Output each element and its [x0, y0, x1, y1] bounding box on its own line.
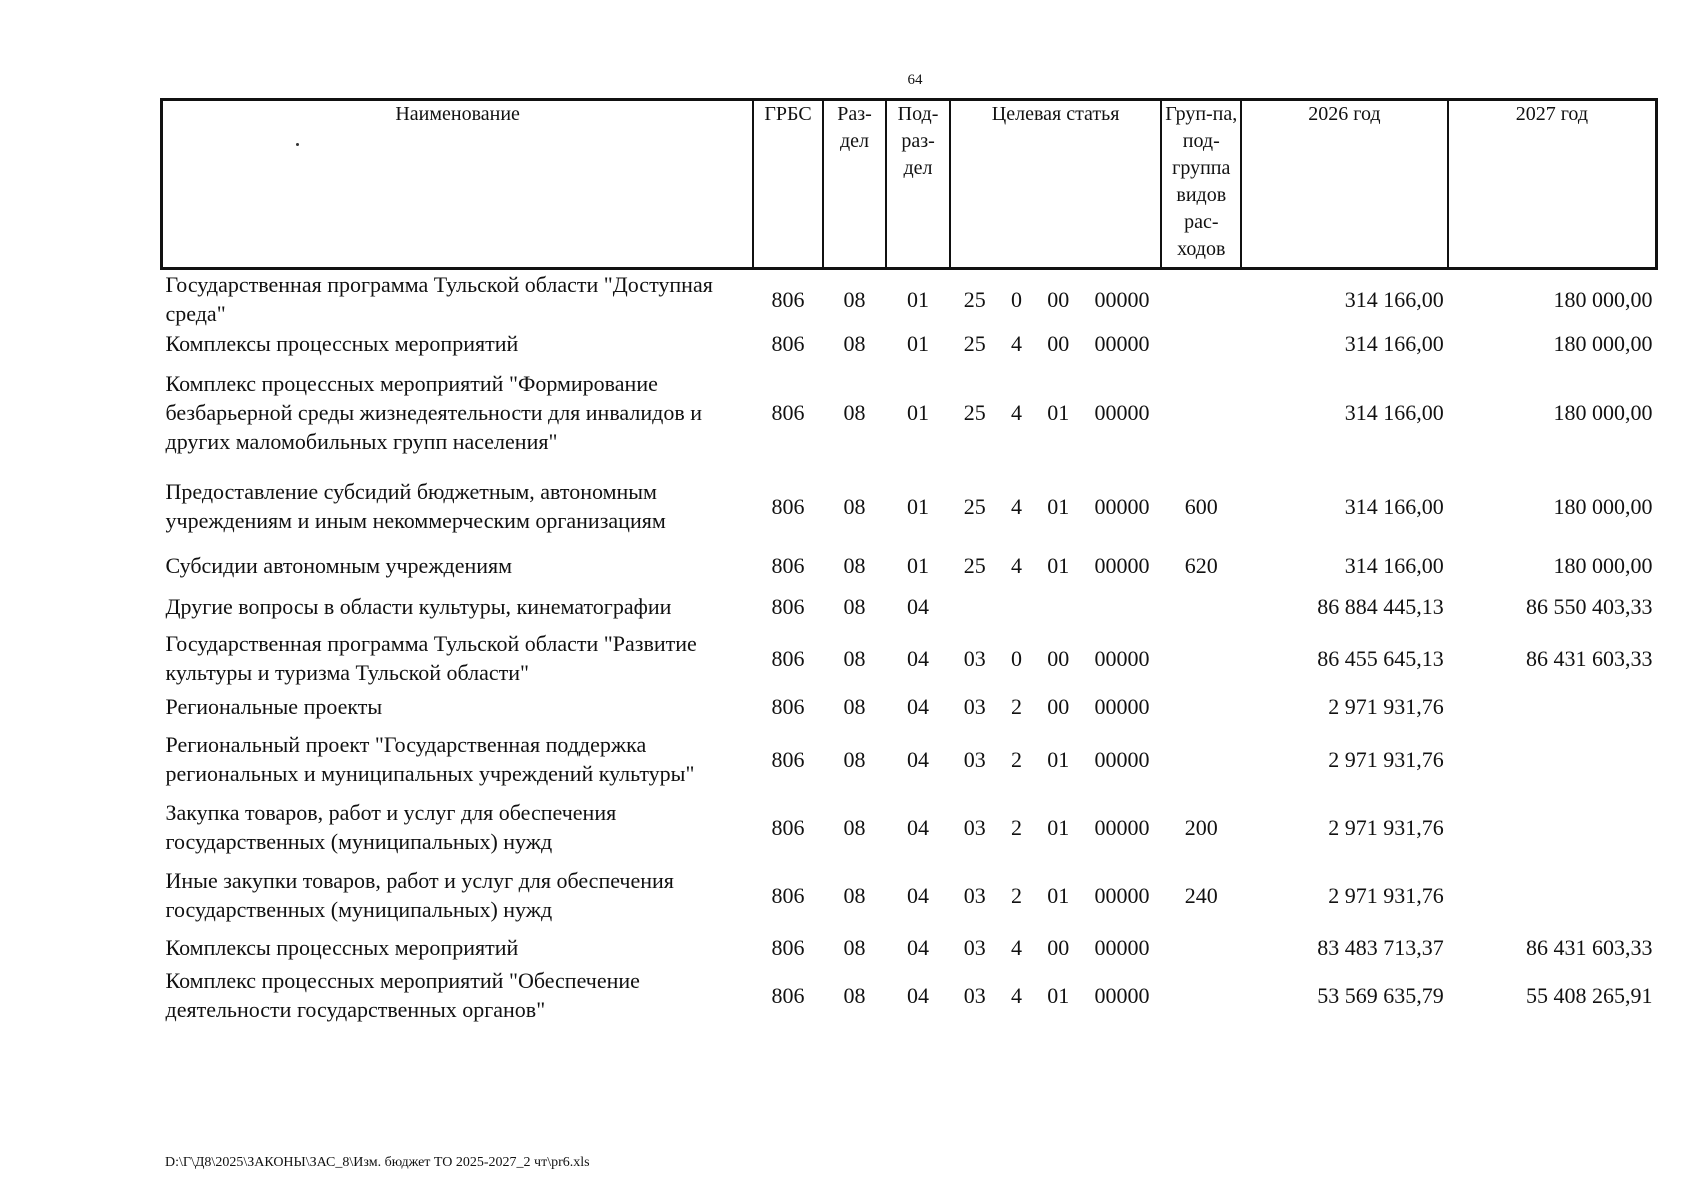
row-amount-2026: 86 884 445,13 [1317, 594, 1444, 619]
table-row [162, 546, 1657, 585]
row-amount-2027: 86 431 603,33 [1526, 935, 1653, 960]
row-amount-2027 [1448, 861, 1657, 929]
row-grbs: 806 [771, 400, 805, 425]
row-amount-2026: 53 569 635,79 [1317, 982, 1444, 1008]
table-row [162, 688, 1657, 725]
row-podrazdel: 04 [907, 882, 930, 908]
row-name: Комплексы процессных мероприятий [165, 331, 519, 356]
row-name: Субсидии автономным учреждениям [165, 553, 513, 578]
tselevaya-part-4: 00000 [1094, 645, 1150, 671]
row-amount-2026: 314 166,00 [1344, 553, 1444, 578]
row-amount-2026: 314 166,00 [1344, 331, 1444, 356]
table-row [162, 269, 1657, 329]
table-row [162, 466, 1657, 546]
header-name: Наименование [162, 100, 754, 269]
tselevaya-part-1: 03 [963, 645, 986, 671]
row-name: Другие вопросы в области культуры, кинематографии [165, 594, 672, 619]
row-amount-2026: 2 971 931,76 [1328, 814, 1444, 840]
tselevaya-part-4: 00000 [1094, 882, 1150, 908]
row-podrazdel: 01 [907, 493, 930, 519]
row-amount-2026: 86 455 645,13 [1317, 645, 1444, 671]
tselevaya-part-2: 0 [1011, 645, 1022, 671]
row-razdel: 08 [843, 935, 866, 960]
tselevaya-part-3: 01 [1047, 400, 1070, 425]
tselevaya-part-1: 03 [963, 746, 986, 772]
row-name: Комплекс процессных мероприятий "Формирование безбарьерной среды жизнедеятельности для инвалидов и других маломобильных групп населения" [165, 371, 702, 454]
tselevaya-part-2: 2 [1011, 814, 1022, 840]
row-grbs: 806 [771, 645, 805, 671]
row-name: Комплексы процессных мероприятий [165, 935, 519, 960]
row-amount-2026: 314 166,00 [1344, 400, 1444, 425]
tselevaya-part-4: 00000 [1094, 746, 1150, 772]
row-name: Комплекс процессных мероприятий "Обеспечение деятельности государственных органов" [165, 968, 640, 1022]
row-tselevaya-statya [950, 725, 1162, 793]
header-podrazdel: Под-раз-дел [886, 100, 950, 269]
row-amount-2027 [1448, 793, 1657, 861]
page-number: 64 [907, 72, 923, 88]
tselevaya-part-3: 00 [1047, 331, 1070, 356]
row-grbs: 806 [771, 746, 805, 772]
tselevaya-part-3: 00 [1047, 694, 1070, 719]
tselevaya-part-1: 03 [963, 814, 986, 840]
table-row [162, 359, 1657, 466]
table-row [162, 585, 1657, 628]
tselevaya-part-3: 00 [1047, 645, 1070, 671]
tselevaya-part-3: 01 [1047, 493, 1070, 519]
row-tselevaya-statya [950, 793, 1162, 861]
row-podrazdel: 01 [907, 553, 930, 578]
row-gruppa [1161, 929, 1241, 966]
row-amount-2026: 314 166,00 [1344, 493, 1444, 519]
tselevaya-part-4: 00000 [1094, 286, 1150, 312]
tselevaya-part-3: 01 [1047, 553, 1070, 578]
row-grbs: 806 [771, 882, 805, 908]
row-tselevaya-statya [950, 328, 1162, 359]
table-row [162, 966, 1657, 1024]
row-grbs: 806 [771, 493, 805, 519]
tselevaya-part-2: 2 [1011, 694, 1022, 719]
row-podrazdel: 01 [907, 331, 930, 356]
tselevaya-part-1: 25 [963, 493, 986, 519]
tselevaya-part-4: 00000 [1094, 400, 1150, 425]
row-name: Государственная программа Тульской области "Доступная среда" [165, 272, 713, 326]
tselevaya-part-2: 4 [1011, 935, 1022, 960]
row-razdel: 08 [843, 982, 866, 1008]
tselevaya-part-3: 00 [1047, 286, 1070, 312]
tselevaya-part-4: 00000 [1094, 935, 1150, 960]
tselevaya-part-3: 01 [1047, 982, 1070, 1008]
row-razdel: 08 [843, 882, 866, 908]
row-gruppa [1161, 966, 1241, 1024]
row-podrazdel: 04 [907, 814, 930, 840]
row-tselevaya-statya [950, 688, 1162, 725]
row-podrazdel: 04 [907, 694, 930, 719]
tselevaya-part-1: 25 [963, 400, 986, 425]
row-amount-2026: 2 971 931,76 [1328, 746, 1444, 772]
tselevaya-part-4: 00000 [1094, 493, 1150, 519]
row-grbs: 806 [771, 286, 805, 312]
row-gruppa [1161, 628, 1241, 688]
row-tselevaya-statya [950, 861, 1162, 929]
tselevaya-part-1: 25 [963, 331, 986, 356]
row-amount-2026: 2 971 931,76 [1328, 882, 1444, 908]
row-podrazdel: 04 [907, 982, 930, 1008]
row-gruppa [1161, 725, 1241, 793]
tselevaya-part-4: 00000 [1094, 982, 1150, 1008]
row-amount-2026: 2 971 931,76 [1328, 694, 1444, 719]
tselevaya-part-2: 0 [1011, 286, 1022, 312]
row-razdel: 08 [843, 645, 866, 671]
row-gruppa [1161, 359, 1241, 466]
row-razdel: 08 [843, 553, 866, 578]
row-tselevaya-statya [950, 966, 1162, 1024]
row-gruppa [1161, 269, 1241, 329]
row-gruppa [1161, 688, 1241, 725]
tselevaya-part-3: 00 [1047, 935, 1070, 960]
row-grbs: 806 [771, 694, 805, 719]
tselevaya-part-2: 4 [1011, 493, 1022, 519]
row-amount-2027: 86 431 603,33 [1526, 645, 1653, 671]
tselevaya-part-4: 00000 [1094, 694, 1150, 719]
row-amount-2027 [1448, 688, 1657, 725]
header-tselevaya-statya: Целевая статья [950, 100, 1162, 269]
row-name: Закупка товаров, работ и услуг для обеспечения государственных (муниципальных) нужд [165, 800, 617, 854]
tselevaya-part-1: 03 [963, 982, 986, 1008]
header-year-2027: 2027 год [1448, 100, 1657, 269]
row-razdel: 08 [843, 594, 866, 619]
tselevaya-part-4: 00000 [1094, 814, 1150, 840]
row-grbs: 806 [771, 553, 805, 578]
row-tselevaya-statya [950, 628, 1162, 688]
row-grbs: 806 [771, 594, 805, 619]
tselevaya-part-2: 4 [1011, 400, 1022, 425]
row-name: Предоставление субсидий бюджетным, автономным учреждениям и иным некоммерческим организациям [165, 479, 666, 533]
header-razdel: Раз-дел [823, 100, 887, 269]
row-amount-2027: 86 550 403,33 [1526, 594, 1653, 619]
header-grbs: ГРБС [753, 100, 823, 269]
row-tselevaya-statya [950, 359, 1162, 466]
row-amount-2027: 180 000,00 [1553, 400, 1653, 425]
tselevaya-part-1: 25 [963, 553, 986, 578]
table-body [162, 269, 1657, 1025]
row-razdel: 08 [843, 331, 866, 356]
tselevaya-part-2: 4 [1011, 553, 1022, 578]
row-gruppa: 600 [1184, 493, 1218, 519]
row-razdel: 08 [843, 694, 866, 719]
row-amount-2027 [1448, 725, 1657, 793]
table-row [162, 628, 1657, 688]
tselevaya-part-2: 2 [1011, 746, 1022, 772]
row-gruppa: 200 [1184, 814, 1218, 840]
row-razdel: 08 [843, 400, 866, 425]
row-razdel: 08 [843, 814, 866, 840]
row-amount-2026: 83 483 713,37 [1317, 935, 1444, 960]
row-name: Государственная программа Тульской области "Развитие культуры и туризма Тульской области" [165, 631, 697, 685]
tselevaya-part-1: 03 [963, 882, 986, 908]
tselevaya-part-1: 25 [963, 286, 986, 312]
tselevaya-part-2: 4 [1011, 982, 1022, 1008]
row-tselevaya-statya [950, 585, 1162, 628]
tselevaya-part-1: 03 [963, 694, 986, 719]
row-grbs: 806 [771, 331, 805, 356]
row-tselevaya-statya [950, 269, 1162, 329]
tselevaya-part-4: 00000 [1094, 553, 1150, 578]
row-name: Региональные проекты [165, 694, 383, 719]
row-grbs: 806 [771, 935, 805, 960]
row-tselevaya-statya [950, 546, 1162, 585]
tselevaya-part-4: 00000 [1094, 331, 1150, 356]
tselevaya-part-3: 01 [1047, 882, 1070, 908]
row-gruppa: 620 [1184, 553, 1218, 578]
header-gruppa-vidov-raskhodov: Груп-па, под-группа видов рас-ходов [1161, 100, 1241, 269]
table-row [162, 793, 1657, 861]
tselevaya-part-2: 4 [1011, 331, 1022, 356]
row-podrazdel: 04 [907, 746, 930, 772]
row-amount-2027: 180 000,00 [1553, 286, 1653, 312]
row-gruppa: 240 [1184, 882, 1218, 908]
table-row [162, 929, 1657, 966]
row-grbs: 806 [771, 982, 805, 1008]
budget-table [160, 98, 1658, 1024]
row-podrazdel: 01 [907, 400, 930, 425]
row-razdel: 08 [843, 286, 866, 312]
row-gruppa [1161, 328, 1241, 359]
tselevaya-part-3: 01 [1047, 746, 1070, 772]
row-gruppa [1161, 585, 1241, 628]
tselevaya-part-1: 03 [963, 935, 986, 960]
row-amount-2026: 314 166,00 [1344, 286, 1444, 312]
row-name: Иные закупки товаров, работ и услуг для обеспечения государственных (муниципальных) нужд [165, 868, 674, 922]
tselevaya-part-3: 01 [1047, 814, 1070, 840]
header-year-2026: 2026 год [1241, 100, 1448, 269]
row-podrazdel: 04 [907, 935, 930, 960]
row-amount-2027: 180 000,00 [1553, 331, 1653, 356]
row-grbs: 806 [771, 814, 805, 840]
table-row [162, 328, 1657, 359]
row-tselevaya-statya [950, 466, 1162, 546]
row-razdel: 08 [843, 493, 866, 519]
row-podrazdel: 04 [907, 594, 930, 619]
row-amount-2027: 180 000,00 [1553, 553, 1653, 578]
tselevaya-part-2: 2 [1011, 882, 1022, 908]
row-tselevaya-statya [950, 929, 1162, 966]
row-podrazdel: 01 [907, 286, 930, 312]
table-row [162, 725, 1657, 793]
row-razdel: 08 [843, 746, 866, 772]
row-name: Региональный проект "Государственная поддержка региональных и муниципальных учреждений культуры" [165, 732, 695, 786]
table-row [162, 861, 1657, 929]
row-amount-2027: 55 408 265,91 [1526, 982, 1653, 1008]
row-podrazdel: 04 [907, 645, 930, 671]
file-path-footer: D:\Г\Д8\2025\ЗАКОНЫ\ЗАС_8\Изм. бюджет ТО 2025-2027_2 чт\pr6.xls [165, 1155, 590, 1170]
row-amount-2027: 180 000,00 [1553, 493, 1653, 519]
table-header [162, 100, 1657, 269]
